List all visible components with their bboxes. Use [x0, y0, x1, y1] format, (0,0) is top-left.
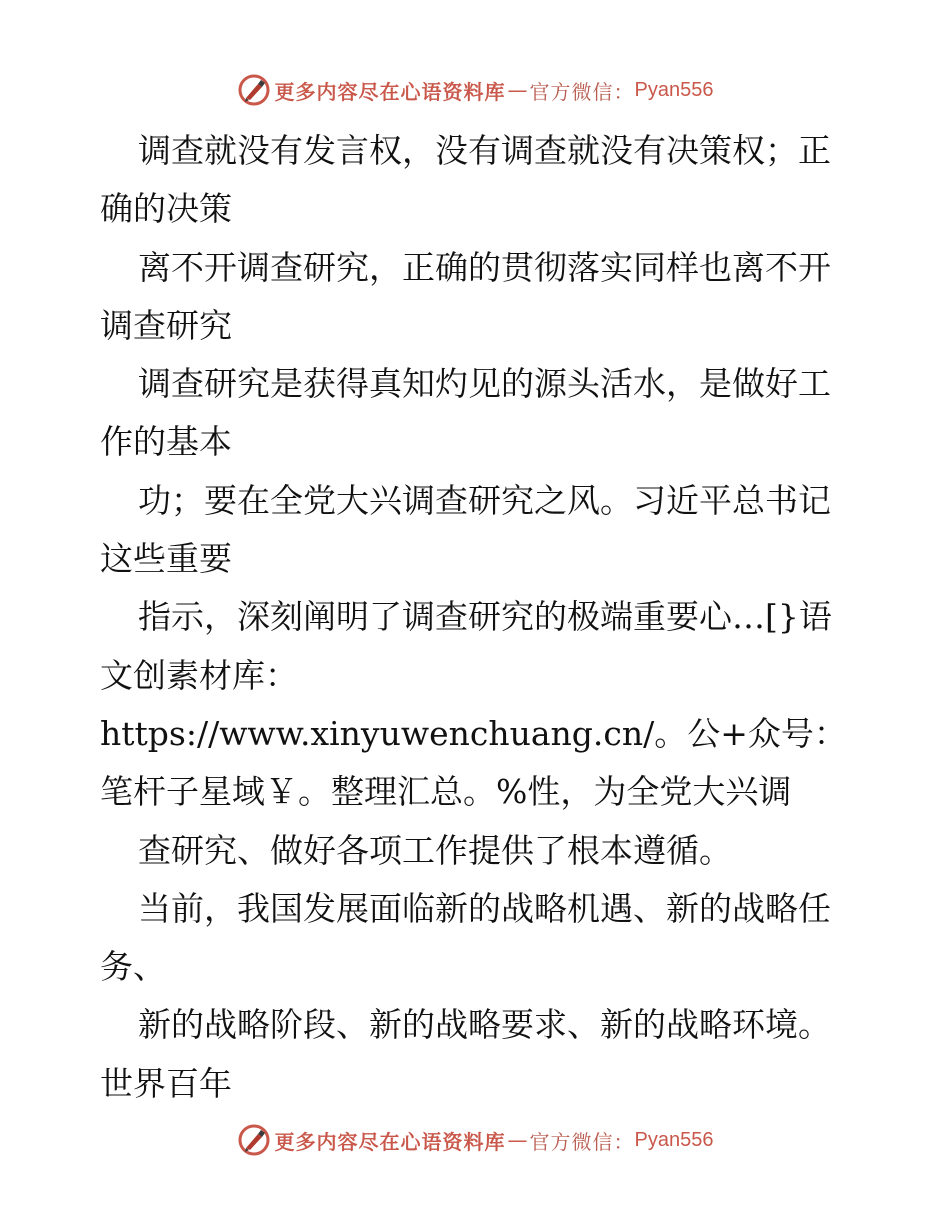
header-watermark-banner: [0, 70, 950, 110]
footer-separator: —: [507, 1128, 528, 1152]
header-wechat-id: Pyan556: [634, 78, 714, 101]
header-wechat-label: 官方微信：: [529, 79, 635, 104]
paragraph-3: 调查研究是获得真知灼见的源头活水，是做好工作的基本: [100, 364, 831, 462]
header-separator: —: [507, 78, 528, 102]
header-brand-text: 更多内容尽在心语资料库: [274, 79, 506, 104]
pen-circle-logo-icon: [237, 73, 271, 107]
paragraph-4: 功；要在全党大兴调查研究之风。习近平总书记这些重要: [100, 480, 831, 579]
paragraph-5: 指示，深刻阐明了调查研究的极端重要心…[}语文创素材库：https://www.xinyuwenchuang.cn/。公+众号：笔杆子星域￥。整理汇总。%性，为全党大兴调: [100, 597, 847, 812]
footer-brand-text: 更多内容尽在心语资料库: [274, 1129, 506, 1154]
paragraph-6: 查研究、做好各项工作提供了根本遵循。: [138, 830, 732, 870]
paragraph-2: 离不开调查研究，正确的贯彻落实同样也离不开调查研究: [100, 247, 831, 345]
footer-wechat-id: Pyan556: [634, 1128, 714, 1151]
paragraph-1: 调查就没有发言权，没有调查就没有决策权；正确的决策: [100, 131, 831, 229]
footer-wechat-label: 官方微信：: [529, 1129, 635, 1154]
paragraph-8: 新的战略阶段、新的战略要求、新的战略环境。世界百年: [100, 1005, 831, 1103]
document-body: [100, 122, 860, 1113]
paragraph-7: 当前，我国发展面临新的战略机遇、新的战略任务、: [100, 888, 831, 987]
footer-watermark-banner: [0, 1120, 950, 1160]
pen-circle-logo-icon: [237, 1123, 271, 1157]
